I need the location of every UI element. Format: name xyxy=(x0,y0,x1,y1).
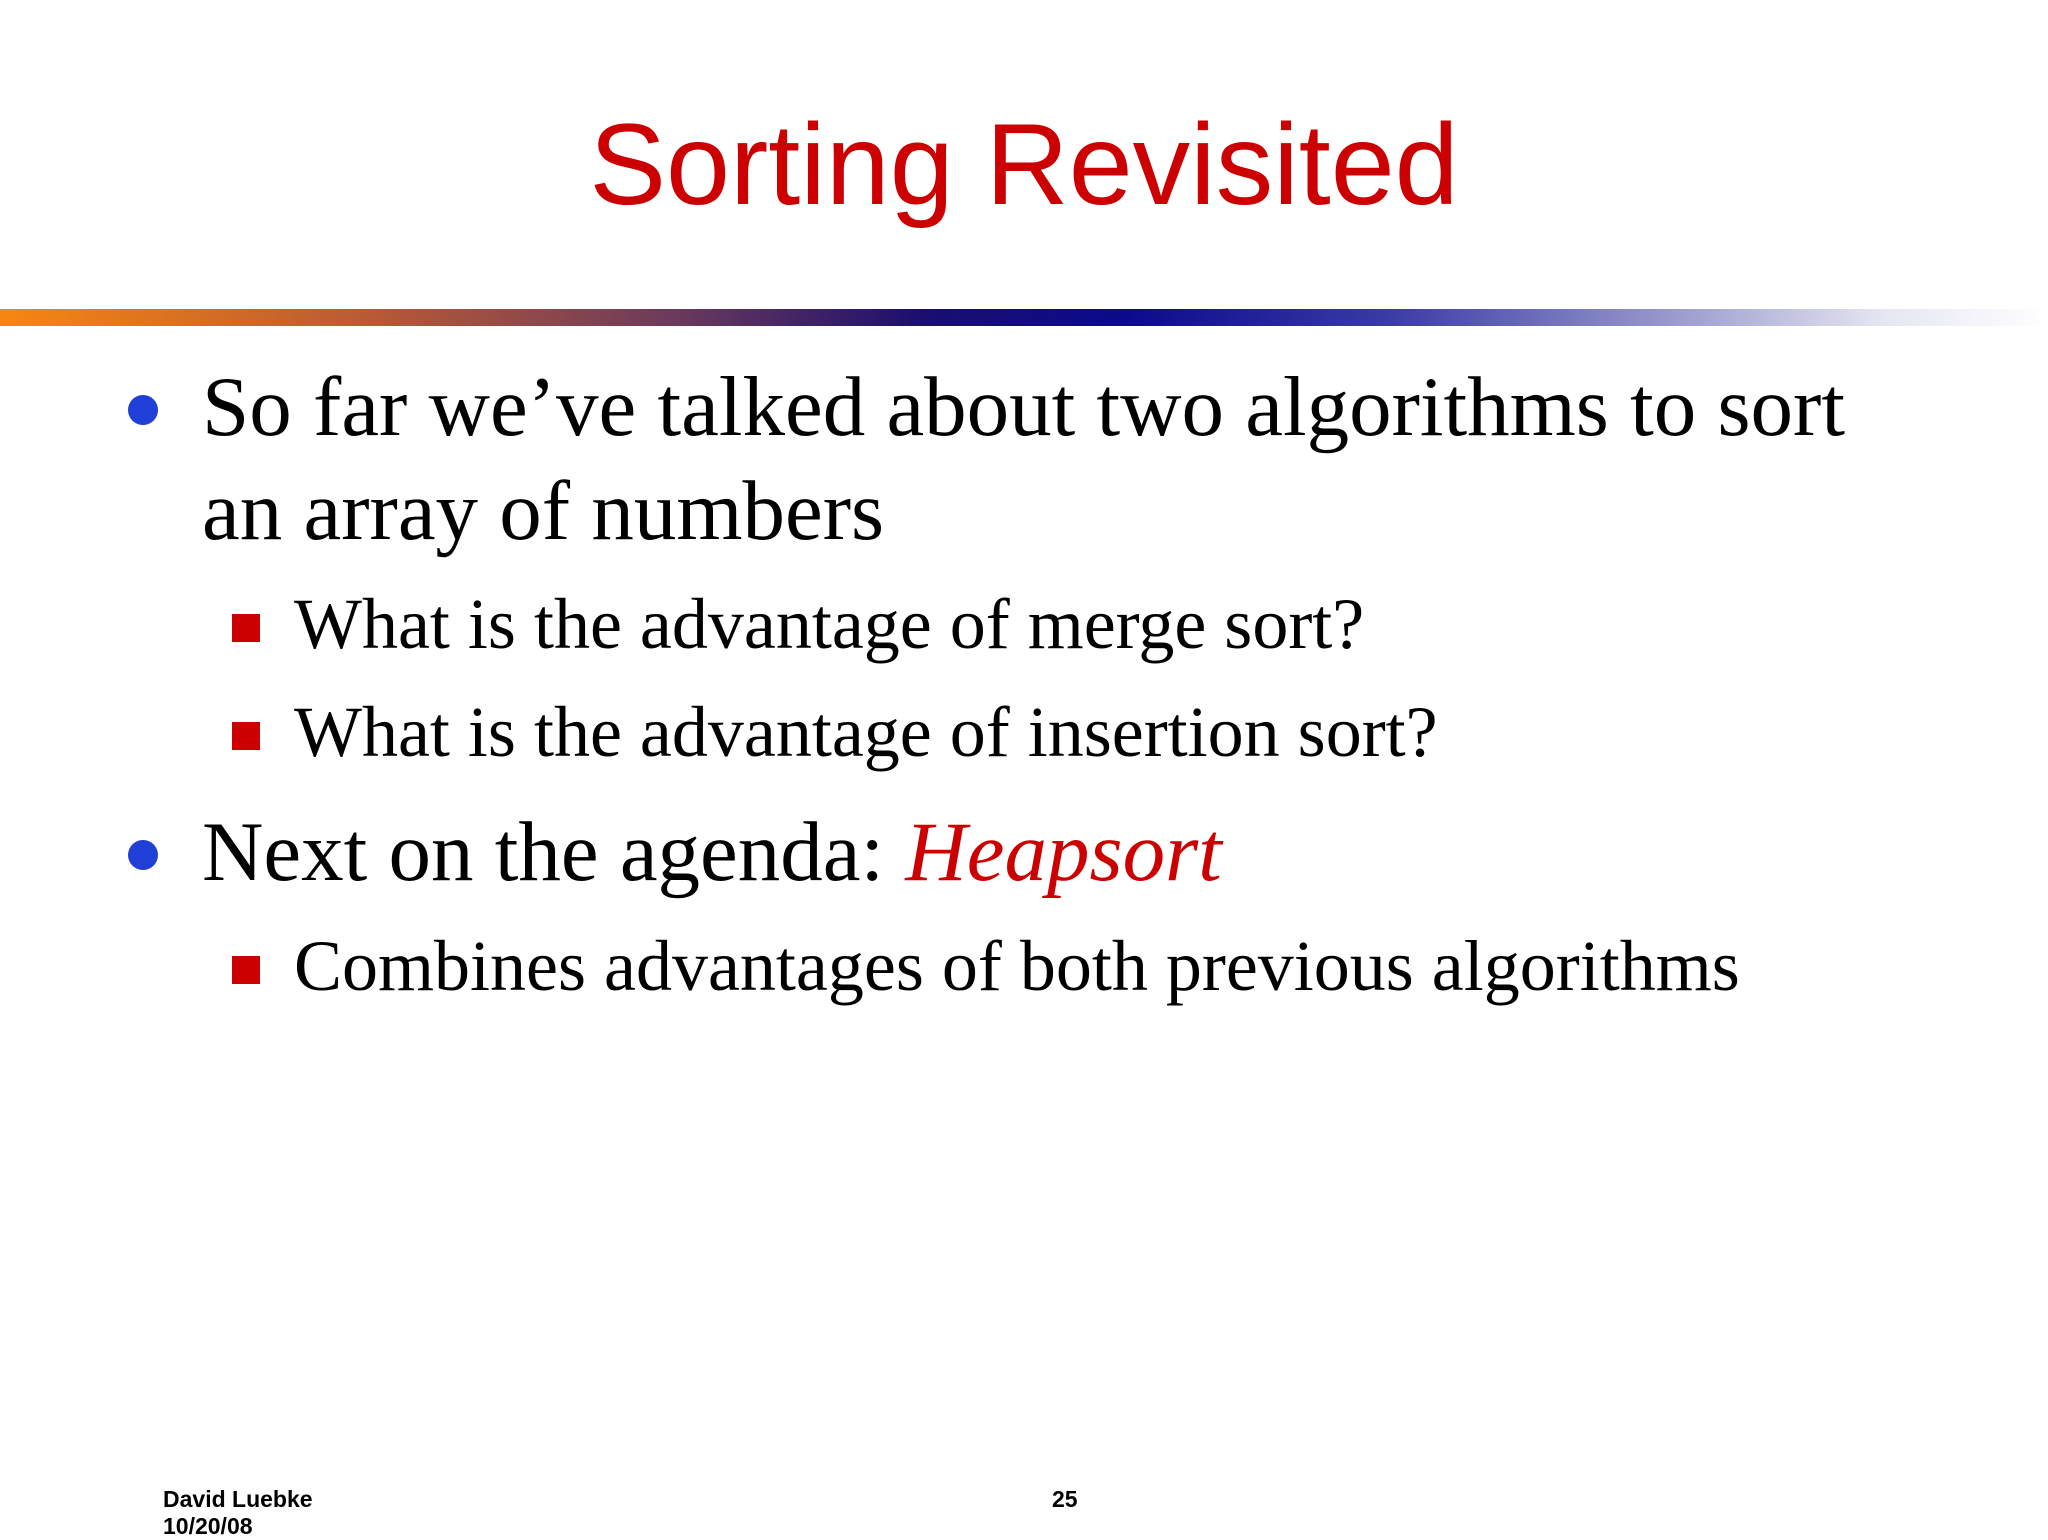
sub-bullet-item xyxy=(294,574,1994,674)
slide-title: Sorting Revisited xyxy=(589,101,1459,229)
bullet-item xyxy=(202,800,1902,904)
footer-author: David Luebke xyxy=(163,1486,313,1512)
bullet-text: Next on the agenda: xyxy=(202,805,906,899)
sub-bullet-text: Combines advantages of both previous algorithms xyxy=(294,926,1740,1006)
square-bullet-icon xyxy=(232,722,260,750)
footer-date: 10/20/08 xyxy=(163,1513,253,1539)
sub-bullet-text: What is the advantage of insertion sort? xyxy=(294,692,1438,772)
sub-bullet-item xyxy=(294,682,1994,782)
bullet-text: So far we’ve talked about two algorithms to sort an array of numbers xyxy=(202,360,1845,558)
bullet-item xyxy=(202,355,1902,563)
page-number: 25 xyxy=(1052,1486,1078,1512)
sub-bullet-text: What is the advantage of merge sort? xyxy=(294,584,1365,664)
heapsort-emphasis: Heapsort xyxy=(905,805,1222,899)
square-bullet-icon xyxy=(232,956,260,984)
bullet-dot-icon xyxy=(128,840,158,870)
title-divider xyxy=(0,309,2048,326)
bullet-dot-icon xyxy=(128,395,158,425)
sub-bullet-item xyxy=(294,916,1994,1016)
square-bullet-icon xyxy=(232,614,260,642)
